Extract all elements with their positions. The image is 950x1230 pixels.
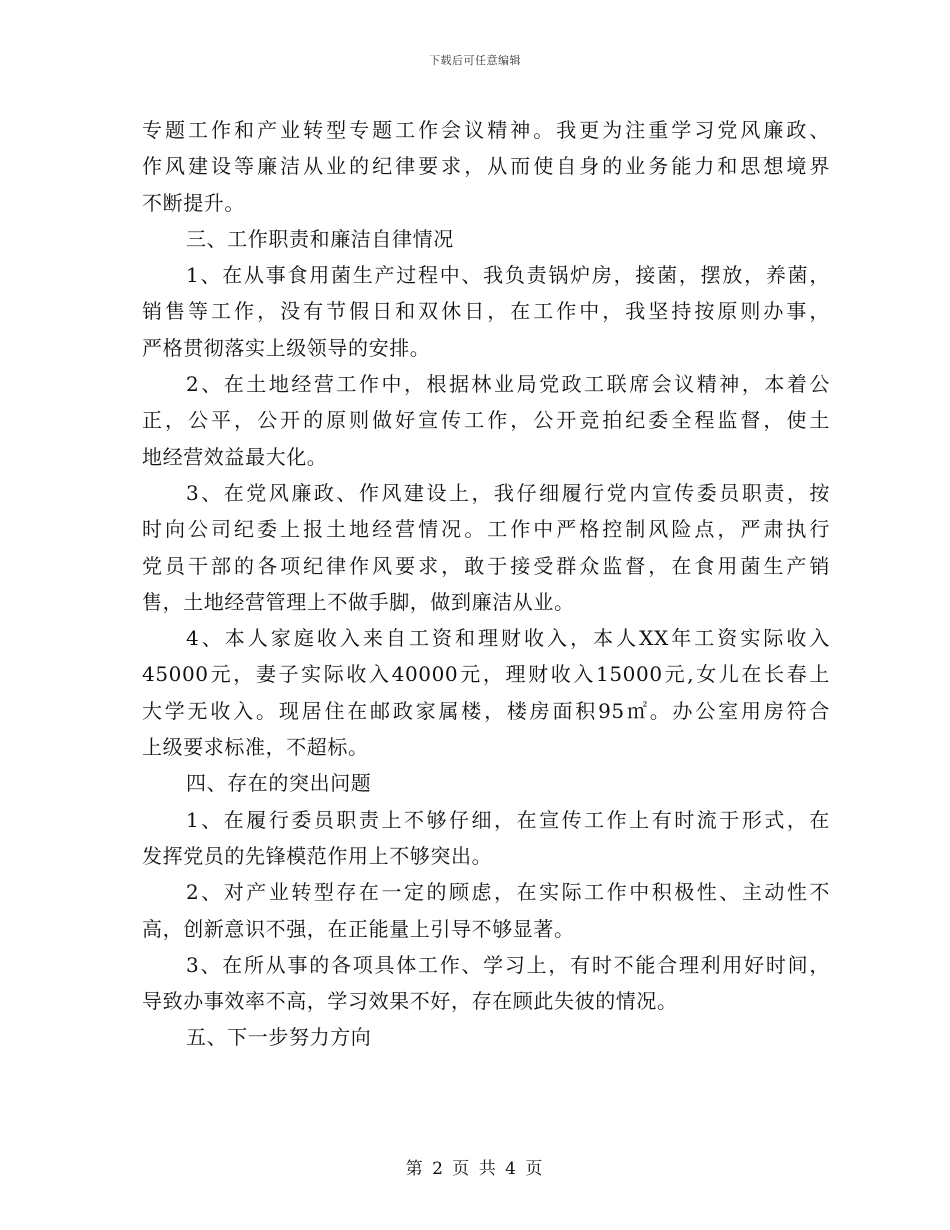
text-line: 导致办事效率不高，学习效果不好，存在顾此失彼的情况。 bbox=[142, 989, 678, 1014]
text-line: 严格贯彻落实上级领导的安排。 bbox=[142, 335, 431, 360]
text-line: 45000元，妻子实际收入40000元，理财收入15000元,女儿在长春上 bbox=[142, 662, 830, 687]
text-line: 1、在履行委员职责上不够仔细，在宣传工作上有时流于形式，在 bbox=[186, 807, 830, 832]
text-line: 3、在党风廉政、作风建设上，我仔细履行党内宣传委员职责，按 bbox=[186, 480, 830, 505]
page-header: 下载后可任意编辑 bbox=[429, 54, 521, 67]
text-line: 4、本人家庭收入来自工资和理财收入，本人XX年工资实际收入 bbox=[186, 626, 830, 651]
text-line: 上级要求标准，不超标。 bbox=[142, 735, 369, 760]
document-body bbox=[142, 112, 830, 1056]
text-line: 四、存在的突出问题 bbox=[186, 771, 372, 796]
text-line: 1、在从事食用菌生产过程中、我负责锅炉房，接菌，摆放，养菌， bbox=[186, 263, 830, 288]
text-line: 三、工作职责和廉洁自律情况 bbox=[186, 226, 454, 251]
text-line: 作风建设等廉洁从业的纪律要求，从而使自身的业务能力和思想境界 bbox=[142, 154, 830, 179]
text-line: 时向公司纪委上报土地经营情况。工作中严格控制风险点，严肃执行 bbox=[142, 517, 830, 542]
text-line: 2、对产业转型存在一定的顾虑，在实际工作中积极性、主动性不 bbox=[186, 880, 830, 905]
text-line: 正，公平，公开的原则做好宣传工作，公开竞拍纪委全程监督，使土 bbox=[142, 408, 830, 433]
text-line: 专题工作和产业转型专题工作会议精神。我更为注重学习党风廉政、 bbox=[142, 118, 830, 142]
text-line: 五、下一步努力方向 bbox=[186, 1025, 372, 1050]
text-line: 销售等工作，没有节假日和双休日，在工作中，我坚持按原则办事， bbox=[142, 299, 830, 324]
text-line: 不断提升。 bbox=[142, 190, 245, 215]
text-line: 发挥党员的先锋模范作用上不够突出。 bbox=[142, 843, 493, 868]
text-line: 2、在土地经营工作中，根据林业局党政工联席会议精神，本着公 bbox=[186, 372, 830, 397]
text-line: 售，土地经营管理上不做手脚，做到廉洁从业。 bbox=[142, 589, 575, 614]
text-line: 3、在所从事的各项具体工作、学习上，有时不能合理利用好时间， bbox=[186, 952, 830, 977]
text-line: 党员干部的各项纪律作风要求，敢于接受群众监督，在食用菌生产销 bbox=[142, 553, 830, 578]
text-line: 高，创新意识不强，在正能量上引导不够显著。 bbox=[142, 916, 575, 941]
text-line: 大学无收入。现居住在邮政家属楼，楼房面积95㎡。办公室用房符合 bbox=[142, 698, 830, 723]
page-number: 第 2 页 共 4 页 bbox=[405, 1159, 545, 1179]
text-line: 地经营效益最大化。 bbox=[142, 444, 328, 469]
